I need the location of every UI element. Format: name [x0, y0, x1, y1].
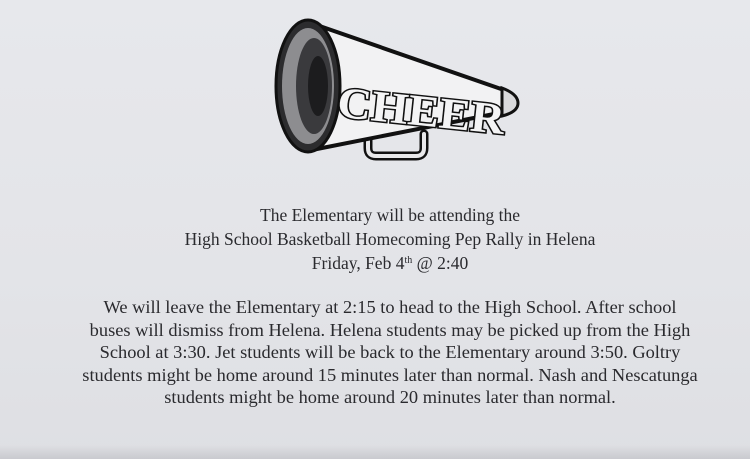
heading-line-2: High School Basketball Homecoming Pep Rally in Helena [184, 229, 596, 249]
heading-line-3 [0, 251, 750, 275]
event-date: Friday, Feb 4 [311, 253, 405, 273]
dismissal-paragraph [0, 296, 750, 409]
event-heading [0, 203, 750, 275]
page-bottom-shadow [0, 445, 750, 459]
paragraph-line-3: School at 3:30. Jet students will be back to the Elementary around 3:50. Goltry [99, 342, 681, 362]
paragraph-line-4: students might be home around 15 minutes later than normal. Nash and Nescatunga [82, 364, 698, 385]
paragraph-line-1: We will leave the Elementary at 2:15 to head to the High School. After school [103, 297, 677, 317]
date-ordinal: th [404, 255, 413, 266]
megaphone-icon [268, 8, 530, 163]
heading-line-1: The Elementary will be attending the [260, 205, 520, 225]
cheer-word: CHEER [335, 77, 496, 143]
paragraph-line-5: students might be home around 20 minutes later than normal. [164, 387, 616, 407]
paragraph-line-2: buses will dismiss from Helena. Helena students may be picked up from the High [89, 319, 691, 340]
event-time: @ 2:40 [412, 253, 469, 273]
